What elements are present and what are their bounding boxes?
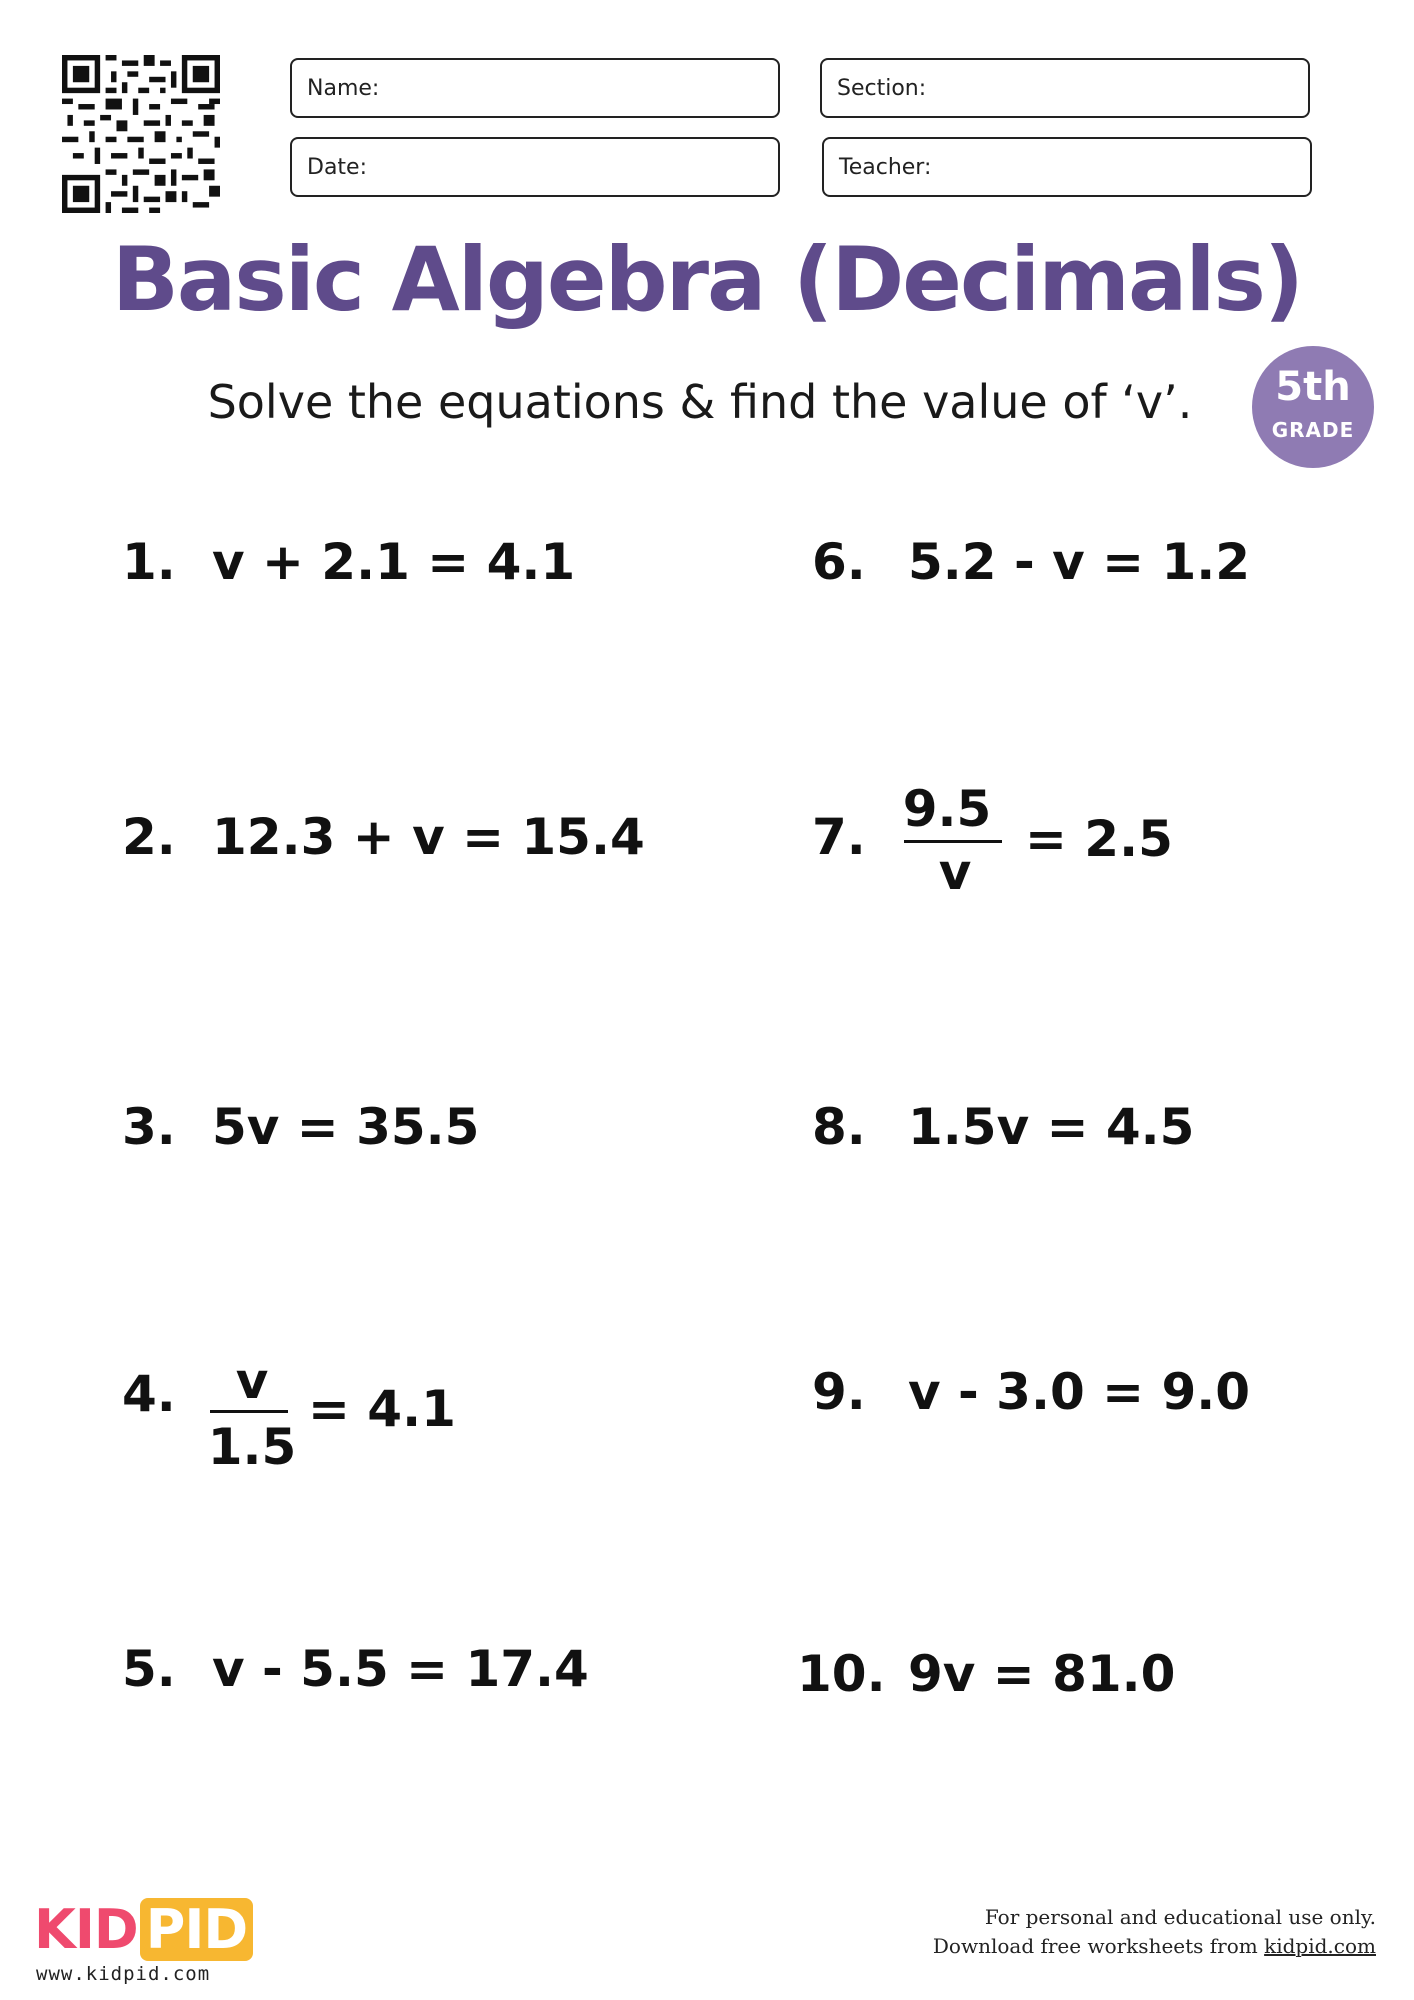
problem-number: 9. [812, 1363, 866, 1421]
fraction-bar [210, 1410, 288, 1413]
problem-rhs: = 2.5 [1025, 810, 1173, 868]
teacher-field-label: Teacher: [839, 154, 932, 180]
problem-8 [812, 1098, 1195, 1156]
download-note [933, 1934, 1376, 1958]
problem-equation: 5v = 35.5 [212, 1098, 480, 1156]
problem-number: 5. [122, 1640, 176, 1698]
section-field[interactable] [820, 58, 1310, 118]
grade-word: GRADE [1271, 418, 1355, 442]
problem-equation: 1.5v = 4.5 [908, 1098, 1195, 1156]
problem-equation: v - 3.0 = 9.0 [908, 1363, 1251, 1421]
problem-7 [812, 808, 866, 866]
problem-equation: v - 5.5 = 17.4 [212, 1640, 589, 1698]
fraction-numerator: 9.5 [902, 780, 992, 838]
logo-url: www.kidpid.com [36, 1963, 211, 1985]
problem-equation: 12.3 + v = 15.4 [212, 808, 645, 866]
problem-number: 1. [122, 533, 176, 591]
problem-number: 2. [122, 808, 176, 866]
grade-number: 5th [1275, 364, 1351, 410]
download-note-text: Download free worksheets from [932, 1934, 1265, 1958]
problem-equation: 5.2 - v = 1.2 [908, 533, 1251, 591]
problem-number: 6. [812, 533, 866, 591]
logo-kid-text: KID [34, 1898, 138, 1961]
instructions: Solve the equations & find the value of ‘v’. [207, 375, 1193, 429]
date-field-label: Date: [307, 154, 367, 180]
problem-rhs: = 4.1 [308, 1380, 456, 1438]
problem-number: 8. [812, 1098, 866, 1156]
problem-1 [122, 533, 576, 591]
problem-number: 10. [797, 1645, 886, 1703]
problem-number: 7. [812, 808, 866, 866]
grade-badge [1252, 346, 1374, 468]
name-field-label: Name: [307, 75, 380, 101]
section-field-label: Section: [837, 75, 927, 101]
page-title: Basic Algebra (Decimals) [111, 228, 1303, 331]
problem-4 [122, 1365, 176, 1423]
qr-code-icon [62, 55, 220, 213]
date-field[interactable] [290, 137, 780, 197]
problem-2 [122, 808, 645, 866]
name-field[interactable] [290, 58, 780, 118]
usage-note: For personal and educational use only. [984, 1905, 1376, 1929]
fraction-denominator: 1.5 [207, 1418, 297, 1476]
problem-6 [812, 533, 1251, 591]
fraction-numerator: v [235, 1352, 269, 1410]
problem-10 [797, 1645, 1176, 1703]
problem-equation: v + 2.1 = 4.1 [212, 533, 576, 591]
problem-number: 3. [122, 1098, 176, 1156]
kidpid-link[interactable]: kidpid.com [1264, 1934, 1376, 1958]
problem-5 [122, 1640, 589, 1698]
kidpid-logo [34, 1898, 253, 1961]
logo-pid-text: PID [140, 1898, 254, 1961]
problem-9 [812, 1363, 1251, 1421]
teacher-field[interactable] [822, 137, 1312, 197]
fraction-denominator: v [938, 843, 972, 901]
problem-equation: 9v = 81.0 [908, 1645, 1176, 1703]
problem-number: 4. [122, 1365, 176, 1423]
problem-3 [122, 1098, 480, 1156]
